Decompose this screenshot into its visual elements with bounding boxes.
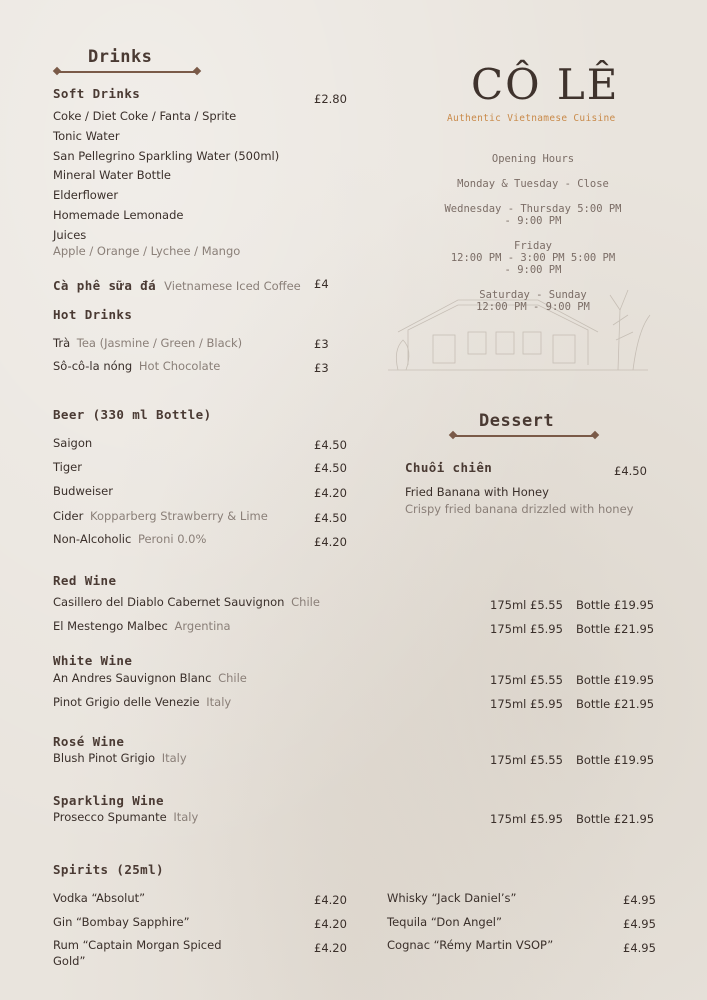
red-wine-heading: Red Wine xyxy=(53,573,117,588)
spirit-item: Rum “Captain Morgan Spiced xyxy=(53,938,222,952)
spirit-price: £4.95 xyxy=(623,941,656,955)
wine-item xyxy=(53,595,320,609)
iced-coffee-item xyxy=(53,275,301,294)
wine-name: Pinot Grigio delle Venezie xyxy=(53,695,200,709)
wine-bottle-price: Bottle £19.95 xyxy=(576,673,655,687)
wine-bottle-price: Bottle £19.95 xyxy=(576,598,655,612)
wine-item xyxy=(53,695,231,709)
wine-glass-price: 175ml £5.95 xyxy=(490,622,563,636)
soft-drink-item: Juices xyxy=(53,228,87,242)
rose-wine-heading: Rosé Wine xyxy=(53,734,125,749)
spirit-item: Whisky “Jack Daniel’s” xyxy=(387,891,517,905)
wine-glass-price: 175ml £5.55 xyxy=(490,598,563,612)
spirit-item: Tequila “Don Angel” xyxy=(387,915,502,929)
beer-item xyxy=(53,509,268,523)
wine-bottle-price: Bottle £21.95 xyxy=(576,697,655,711)
wine-glass-price: 175ml £5.95 xyxy=(490,697,563,711)
dessert-price: £4.50 xyxy=(614,464,647,478)
hours-fri-label: Friday xyxy=(514,240,552,252)
iced-coffee-price: £4 xyxy=(314,277,329,291)
wine-name: El Mestengo Malbec xyxy=(53,619,168,633)
spirit-price: £4.20 xyxy=(314,917,347,931)
hot-drink-item xyxy=(53,359,220,373)
wine-bottle-price: Bottle £21.95 xyxy=(576,622,655,636)
restaurant-tagline: Authentic Vietnamese Cuisine xyxy=(447,113,616,124)
soft-drink-item: Tonic Water xyxy=(53,129,120,143)
wine-bottle-price: Bottle £19.95 xyxy=(576,753,655,767)
beer-price: £4.20 xyxy=(314,486,347,500)
wine-name: Casillero del Diablo Cabernet Sauvignon xyxy=(53,595,285,609)
spirit-price: £4.95 xyxy=(623,893,656,907)
beer-heading: Beer (330 ml Bottle) xyxy=(53,407,212,422)
wine-origin: Argentina xyxy=(174,619,231,633)
sparkling-wine-heading: Sparkling Wine xyxy=(53,793,164,808)
beer-item xyxy=(53,532,206,546)
wine-item xyxy=(53,751,187,765)
beer-name: Tiger xyxy=(53,460,82,474)
iced-coffee-description: Vietnamese Iced Coffee xyxy=(164,279,301,293)
restaurant-name: CÔ LÊ xyxy=(471,60,620,109)
spirit-item: Cognac “Rémy Martin VSOP” xyxy=(387,938,554,952)
hot-drink-name: Sô-cô-la nóng xyxy=(53,359,133,373)
hot-drink-price: £3 xyxy=(314,337,329,351)
opening-hours xyxy=(418,153,648,313)
spirit-item-continued: Gold” xyxy=(53,954,86,968)
spirit-item: Gin “Bombay Sapphire” xyxy=(53,915,190,929)
dessert-subtitle: Fried Banana with Honey xyxy=(405,485,549,499)
wine-origin: Chile xyxy=(218,671,247,685)
hot-drink-description: Tea (Jasmine / Green / Black) xyxy=(76,336,243,350)
hot-drinks-heading: Hot Drinks xyxy=(53,307,133,322)
hot-drink-item xyxy=(53,336,242,350)
beer-item xyxy=(53,484,113,498)
wine-name: Prosecco Spumante xyxy=(53,810,167,824)
drinks-heading: Drinks xyxy=(88,47,153,67)
beer-name: Non-Alcoholic xyxy=(53,532,132,546)
hot-drink-price: £3 xyxy=(314,361,329,375)
wine-item xyxy=(53,619,231,633)
wine-origin: Italy xyxy=(161,751,187,765)
hours-fri-end: - 9:00 PM xyxy=(504,264,562,276)
soft-drink-item: San Pellegrino Sparkling Water (500ml) xyxy=(53,149,280,163)
soft-drinks-heading: Soft Drinks xyxy=(53,86,141,101)
soft-drink-item: Homemade Lemonade xyxy=(53,208,184,222)
juices-description: Apple / Orange / Lychee / Mango xyxy=(53,244,241,258)
hot-drink-name: Trà xyxy=(53,336,71,350)
white-wine-heading: White Wine xyxy=(53,653,133,668)
beer-name: Cider xyxy=(53,509,84,523)
hours-wed-thu: Wednesday - Thursday 5:00 PM xyxy=(444,203,622,215)
beer-item xyxy=(53,436,92,450)
soft-drink-item: Elderflower xyxy=(53,188,119,202)
beer-price: £4.50 xyxy=(314,511,347,525)
wine-origin: Italy xyxy=(173,810,199,824)
beer-description: Kopparberg Strawberry & Lime xyxy=(89,509,268,523)
iced-coffee-name: Cà phê sữa đá xyxy=(53,278,157,293)
dessert-description: Crispy fried banana drizzled with honey xyxy=(405,502,634,516)
beer-price: £4.50 xyxy=(314,461,347,475)
beer-name: Saigon xyxy=(53,436,93,450)
hours-mon-tue: Monday & Tuesday - Close xyxy=(457,178,609,190)
spirits-heading: Spirits (25ml) xyxy=(53,862,164,877)
beer-description: Peroni 0.0% xyxy=(137,532,207,546)
wine-glass-price: 175ml £5.95 xyxy=(490,812,563,826)
spirit-price: £4.95 xyxy=(623,917,656,931)
beer-price: £4.20 xyxy=(314,535,347,549)
soft-drink-item: Coke / Diet Coke / Fanta / Sprite xyxy=(53,109,237,123)
drinks-divider xyxy=(57,71,197,73)
hours-weekend-label: Saturday - Sunday xyxy=(479,289,587,301)
spirit-item: Vodka “Absolut” xyxy=(53,891,146,905)
hours-weekend: 12:00 PM - 9:00 PM xyxy=(476,301,590,313)
hot-drink-description: Hot Chocolate xyxy=(138,359,221,373)
dessert-heading: Dessert xyxy=(479,411,555,431)
wine-name: Blush Pinot Grigio xyxy=(53,751,156,765)
wine-glass-price: 175ml £5.55 xyxy=(490,673,563,687)
soft-drink-item: Mineral Water Bottle xyxy=(53,168,171,182)
soft-drinks-price: £2.80 xyxy=(314,92,347,106)
wine-glass-price: 175ml £5.55 xyxy=(490,753,563,767)
spirit-price: £4.20 xyxy=(314,893,347,907)
wine-origin: Italy xyxy=(206,695,232,709)
spirit-price: £4.20 xyxy=(314,941,347,955)
hours-fri: 12:00 PM - 3:00 PM 5:00 PM xyxy=(450,252,616,264)
dessert-name: Chuối chiên xyxy=(405,460,493,475)
beer-item xyxy=(53,460,82,474)
wine-item xyxy=(53,671,247,685)
wine-item xyxy=(53,810,198,824)
beer-name: Budweiser xyxy=(53,484,113,498)
wine-origin: Chile xyxy=(291,595,320,609)
hours-title: Opening Hours xyxy=(491,153,575,165)
hours-wed-thu-end: - 9:00 PM xyxy=(504,215,562,227)
dessert-divider xyxy=(453,435,595,437)
wine-bottle-price: Bottle £21.95 xyxy=(576,812,655,826)
wine-name: An Andres Sauvignon Blanc xyxy=(53,671,212,685)
beer-price: £4.50 xyxy=(314,438,347,452)
